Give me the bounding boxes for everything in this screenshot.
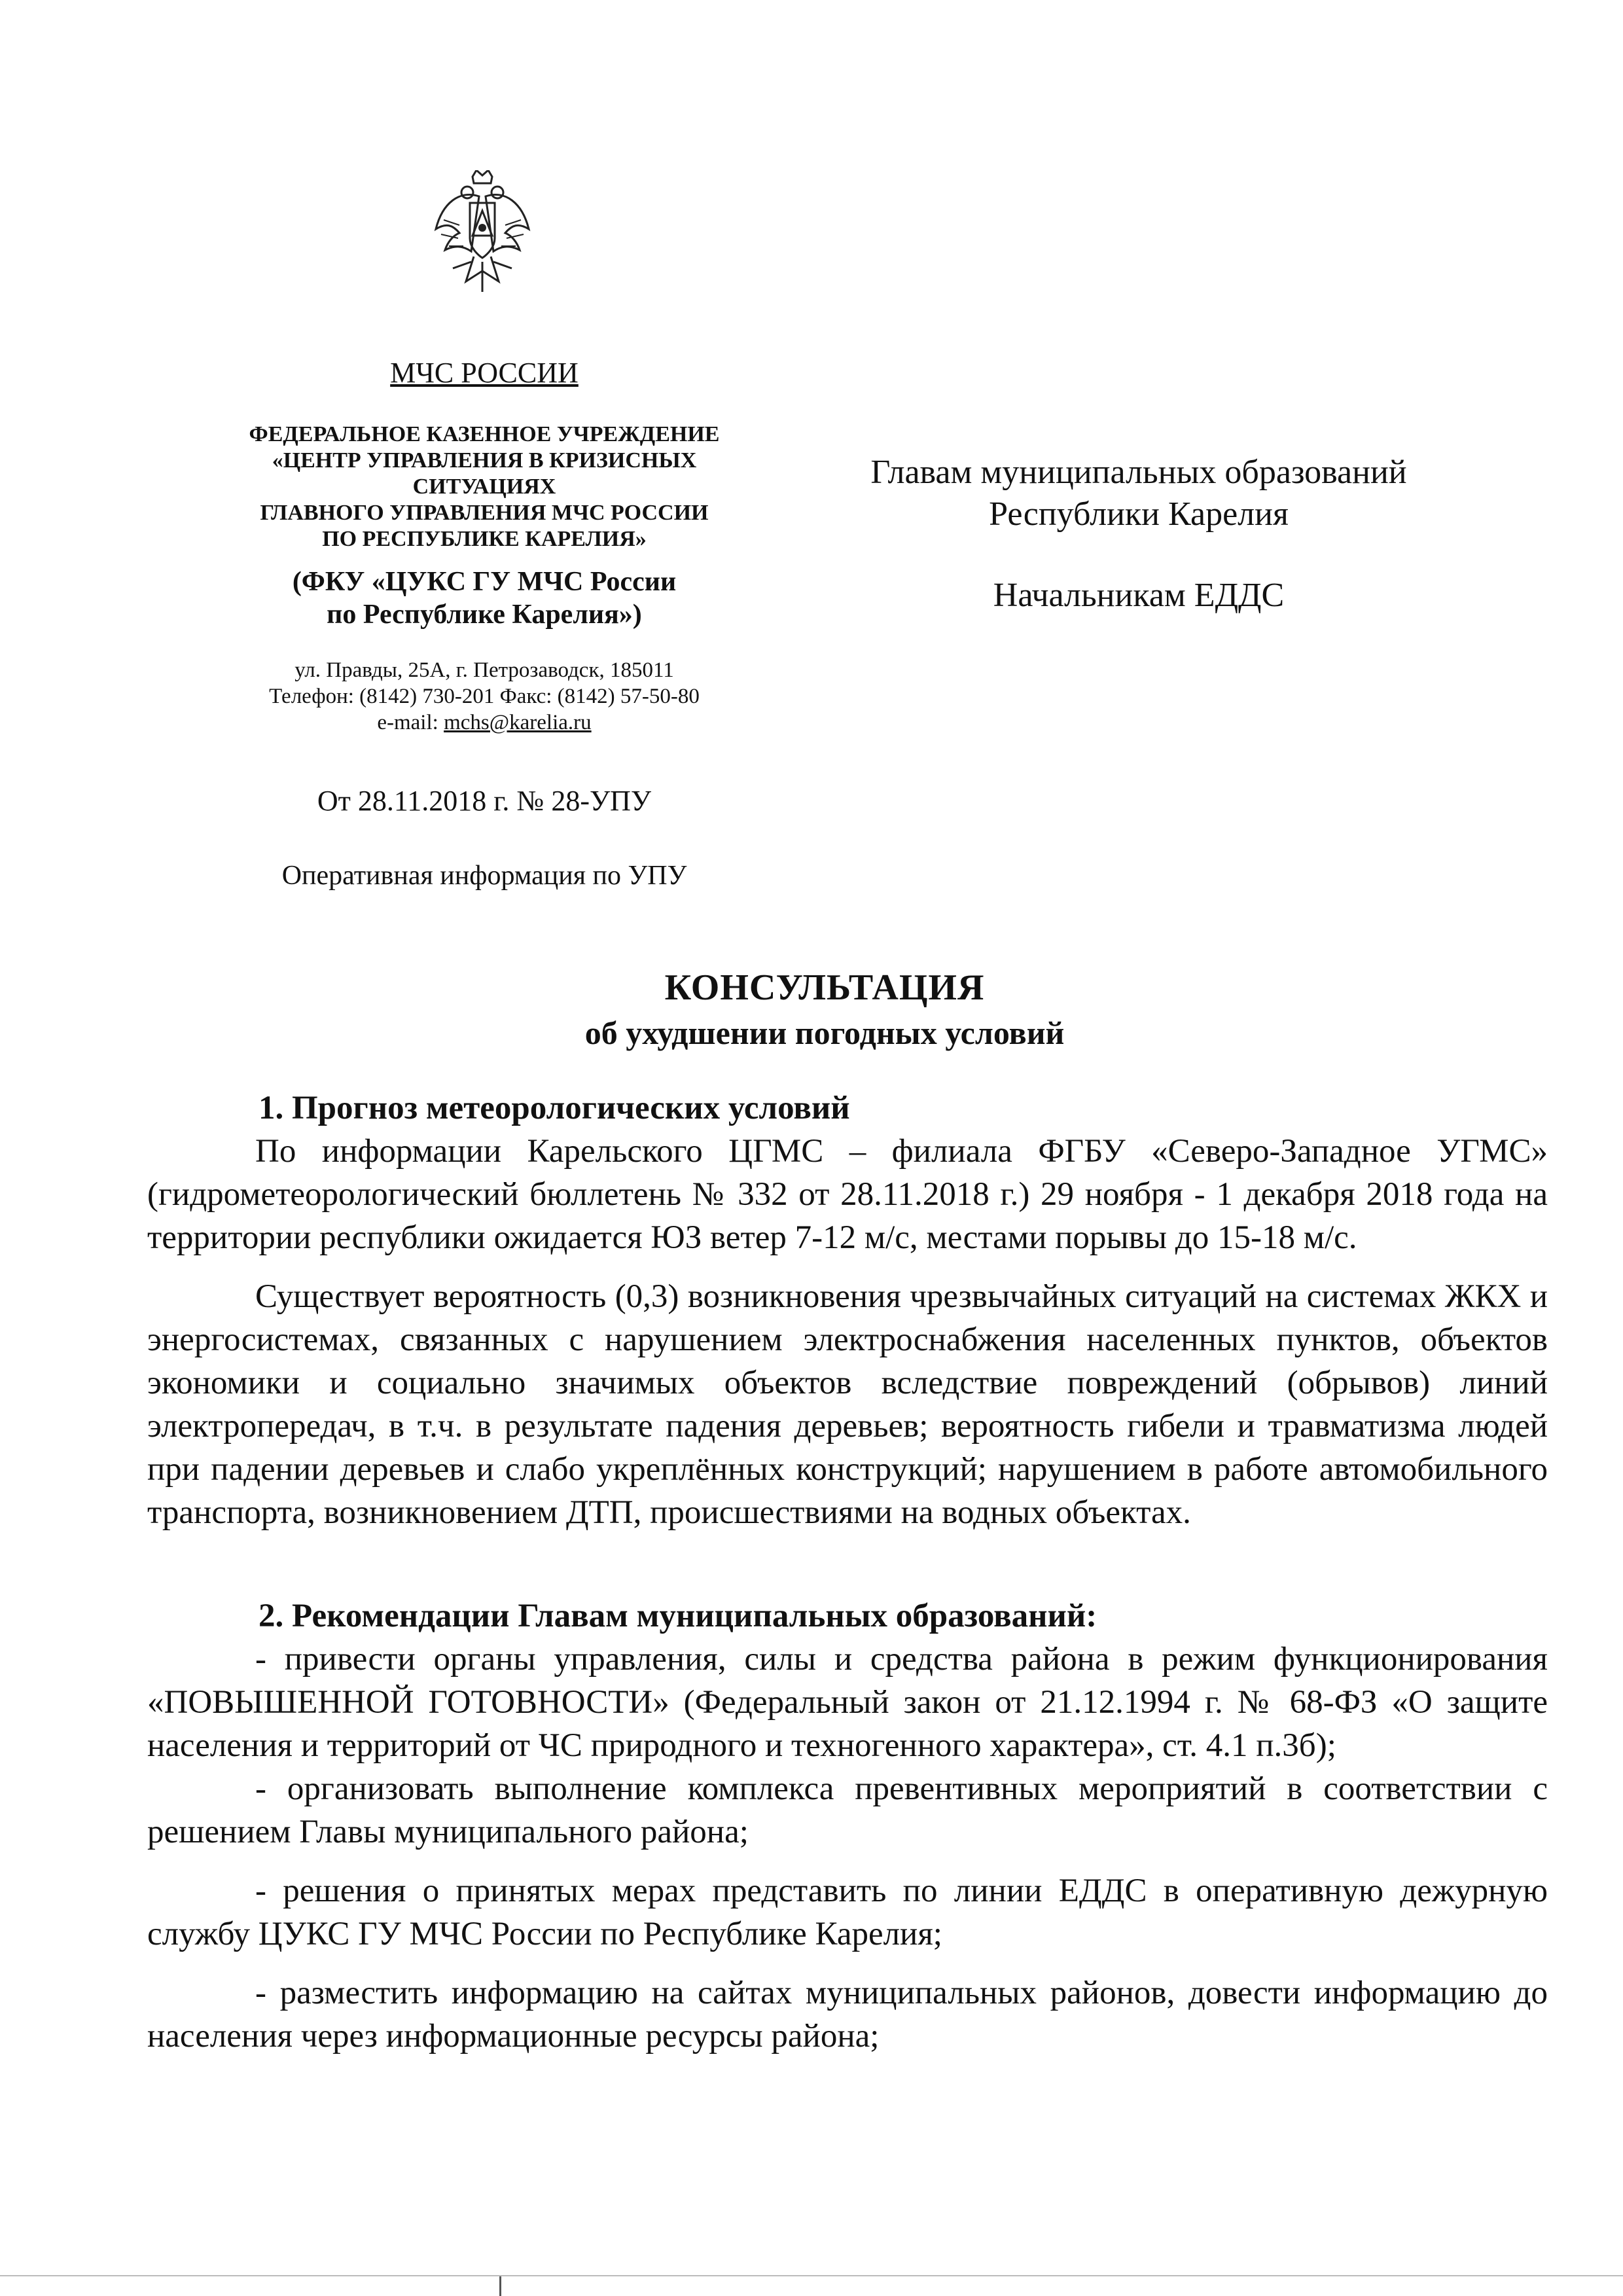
recipient-line: Республики Карелия	[989, 495, 1289, 533]
org-line: ГЛАВНОГО УПРАВЛЕНИЯ МЧС РОССИИ	[260, 501, 709, 525]
email-line	[144, 709, 825, 736]
page-edge-line	[0, 2275, 1623, 2276]
email-label: e-mail:	[377, 711, 444, 734]
paragraph: Существует вероятность (0,3) возникновения чрезвычайных ситуаций на системах ЖКХ и энергосистемах, связанных с нарушением электроснабжения населенных пунктов, объектов экономики и социально значимых объектов вследствие повреждений (обрывов) линий электропередач, в т.ч. в результате падения деревьев; вероятность гибели и травматизма людей при падении деревьев и слабо укреплённых конструкций; нарушением в работе автомобильного транспорта, возникновением ДТП, происшествиями на водных объектах.	[147, 1278, 1548, 1531]
org-short-line: по Республике Карелия»)	[327, 600, 642, 630]
document-subject: Оперативная информация по УПУ	[281, 861, 687, 891]
org-line: СИТУАЦИЯХ	[412, 475, 556, 499]
recipient-line: Начальникам ЕДДС	[993, 577, 1285, 614]
page-edge-mark	[499, 2276, 501, 2296]
address: ул. Правды, 25А, г. Петрозаводск, 185011	[294, 658, 674, 682]
document-title: КОНСУЛЬТАЦИЯ	[664, 967, 985, 1008]
paragraph: По информации Карельского ЦГМС – филиала ФГБУ «Северо-Западное УГМС» (гидрометеорологический бюллетень № 332 от 28.11.2018 г.) 29 ноября - 1 декабря 2018 года на территории республики ожидается ЮЗ ветер 7-12 м/с, местами порывы до 15-18 м/с.	[147, 1133, 1548, 1256]
document-date-number: От 28.11.2018 г. № 28-УПУ	[317, 785, 652, 817]
org-line: ПО РЕСПУБЛИКЕ КАРЕЛИЯ»	[322, 527, 647, 551]
phone-fax: Телефон: (8142) 730-201 Факс: (8142) 57-50-80	[269, 685, 700, 708]
mchs-emblem-icon	[433, 170, 531, 295]
org-short-line: (ФКУ «ЦУКС ГУ МЧС России	[292, 567, 677, 597]
list-item: - решения о принятых мерах представить по линии ЕДДС в оперативную дежурную службу ЦУКС ГУ МЧС России по Республике Карелия;	[147, 1873, 1548, 1952]
contacts	[144, 657, 825, 736]
section-heading: 1. Прогноз метеорологических условий	[259, 1090, 850, 1126]
list-item: - привести органы управления, силы и средства района в режим функционирования «ПОВЫШЕННОЙ ГОТОВНОСТИ» (Федеральный закон от 21.12.1994 г. № 68-ФЗ «О защите населения и территорий от ЧС природного и техногенного характера», ст. 4.1 п.3б);	[147, 1641, 1548, 1764]
list-item: - разместить информацию на сайтах муниципальных районов, довести информацию до населения через информационные ресурсы района;	[147, 1975, 1548, 2054]
org-line: «ЦЕНТР УПРАВЛЕНИЯ В КРИЗИСНЫХ	[272, 448, 697, 473]
section-heading: 2. Рекомендации Главам муниципальных образований:	[259, 1598, 1097, 1634]
document-subtitle: об ухудшении погодных условий	[584, 1014, 1065, 1051]
emblem-drawing	[433, 170, 531, 295]
email-link[interactable]: mchs@karelia.ru	[444, 711, 592, 734]
organization-name	[144, 422, 825, 552]
recipients-block	[808, 452, 1469, 617]
recipient-line: Главам муниципальных образований	[870, 454, 1407, 491]
ministry-name: МЧС РОССИИ	[390, 357, 579, 389]
org-line: ФЕДЕРАЛЬНОЕ КАЗЕННОЕ УЧРЕЖДЕНИЕ	[249, 422, 720, 446]
document-body	[147, 1086, 1548, 2058]
organization-short-name	[144, 565, 825, 631]
list-item: - организовать выполнение комплекса превентивных мероприятий в соответствии с решением Главы муниципального района;	[147, 1770, 1548, 1850]
